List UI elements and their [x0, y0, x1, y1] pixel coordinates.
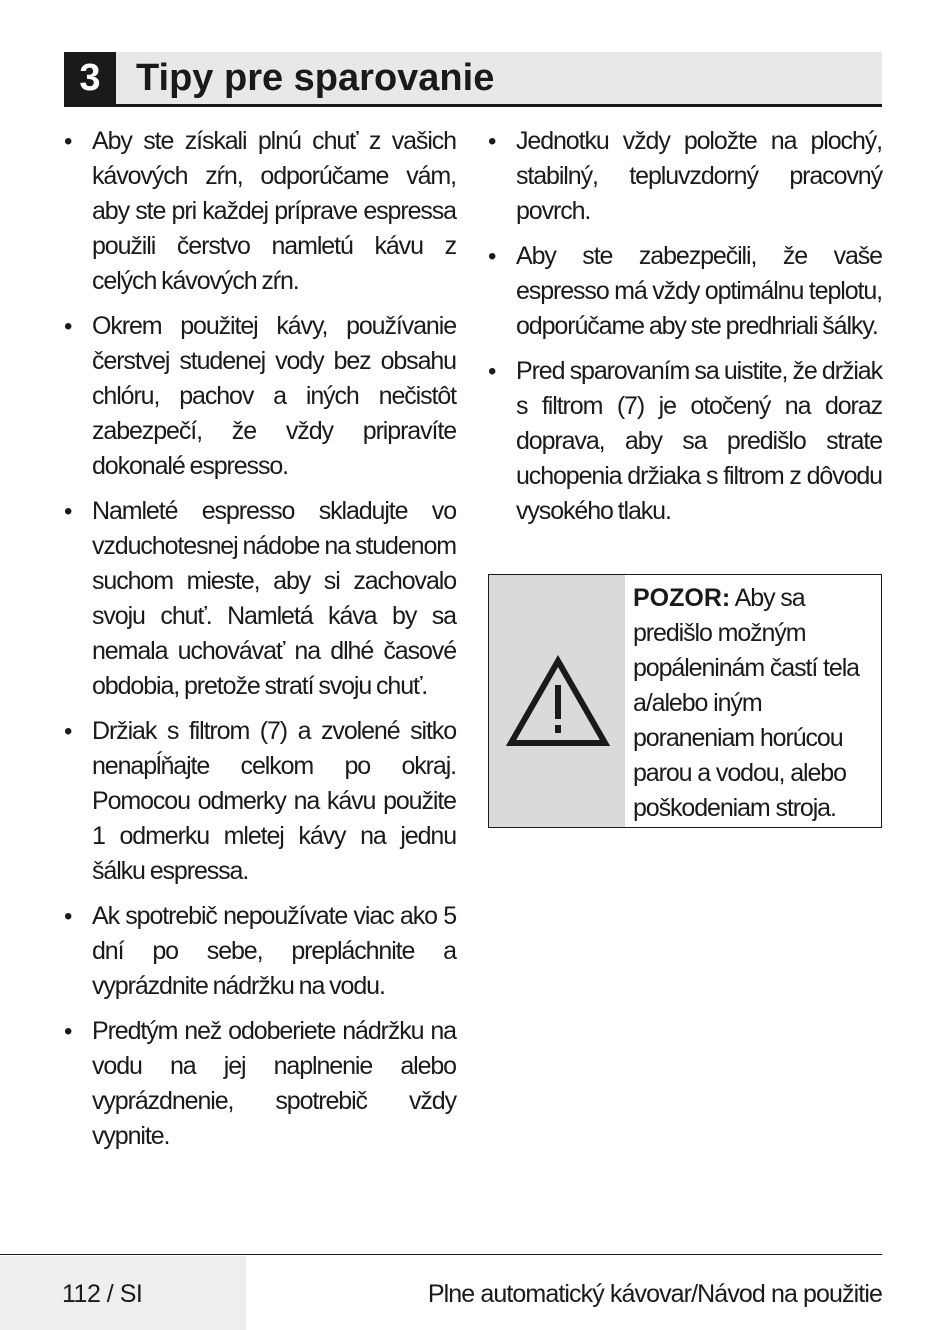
list-item	[488, 124, 882, 229]
page-number: 112 / SI	[62, 1280, 143, 1308]
section-header	[64, 52, 882, 107]
right-column	[488, 124, 882, 539]
list-item-text: Aby ste získali plnú chuť z vašich kávových zŕn, odporúčame vám, aby ste pri každej príprave espressa použili čerstvo namletú kávu z celých kávových zŕn.	[92, 127, 456, 295]
list-item	[64, 714, 456, 889]
list-item-text: Namleté espresso skladujte vo vzduchotesnej nádobe na studenom suchom mieste, aby si zachovalo svoju chuť. Namletá káva by sa nemala uchovávať na dlhé časové obdobia, pretože stratí svoju chuť.	[92, 497, 456, 700]
list-item	[488, 239, 882, 344]
list-item	[488, 354, 882, 529]
chapter-title: Tipy pre sparovanie	[136, 57, 495, 99]
bullet-dot: •	[64, 1018, 73, 1045]
list-item-text: Predtým než odoberiete nádržku na vodu na jej naplnenie alebo vyprázdnenie, spotrebič vždy vypnite.	[92, 1017, 456, 1150]
bullet-dot: •	[64, 498, 73, 525]
bullet-dot: •	[488, 128, 497, 155]
list-item-text: Držiak s filtrom (7) a zvolené sitko nenapĺňajte celkom po okraj. Pomocou odmerky na kávu použite 1 odmerku mletej kávy na jednu šálku espressa.	[92, 717, 456, 885]
bullet-dot: •	[64, 128, 73, 155]
list-item	[64, 899, 456, 1004]
list-item	[64, 309, 456, 484]
list-item-text: Okrem použitej kávy, používanie čerstvej studenej vody bez obsahu chlóru, pachov a iných nečistôt zabezpečí, že vždy pripravíte dokonalé espresso.	[92, 312, 456, 480]
warning-box	[488, 574, 882, 828]
list-item	[64, 124, 456, 299]
warning-icon-panel	[489, 575, 625, 827]
list-item	[64, 1014, 456, 1154]
list-item-text: Jednotku vždy položte na plochý, stabilný, tepluvzdorný pracovný povrch.	[516, 127, 882, 225]
warning-body: Aby sa predišlo možným popáleninám častí tela a/alebo iným poraneniam horúcou parou a vodou, alebo poškodeniam stroja.	[633, 584, 859, 822]
list-item	[64, 494, 456, 704]
bullet-dot: •	[64, 903, 73, 930]
list-item-text: Ak spotrebič nepoužívate viac ako 5 dní po sebe, prepláchnite a vyprázdnite nádržku na vodu.	[92, 902, 456, 1000]
bullet-dot: •	[64, 718, 73, 745]
bullet-dot: •	[64, 313, 73, 340]
warning-triangle-icon	[505, 655, 611, 749]
footer-divider	[0, 1254, 882, 1255]
warning-text	[633, 581, 873, 826]
bullet-dot: •	[488, 243, 497, 270]
left-column	[64, 124, 456, 1164]
chapter-number: 3	[64, 52, 116, 104]
bullet-dot: •	[488, 358, 497, 385]
warning-label: POZOR:	[633, 584, 731, 612]
document-title: Plne automatický kávovar/Návod na použitie	[427, 1280, 882, 1308]
list-item-text: Aby ste zabezpečili, že vaše espresso má vždy optimálnu teplotu, odporúčame aby ste predhriali šálky.	[516, 242, 882, 340]
list-item-text: Pred sparovaním sa uistite, že držiak s filtrom (7) je otočený na doraz doprava, aby sa predišlo strate uchopenia držiaka s filtrom z dôvodu vysokého tlaku.	[516, 357, 882, 525]
